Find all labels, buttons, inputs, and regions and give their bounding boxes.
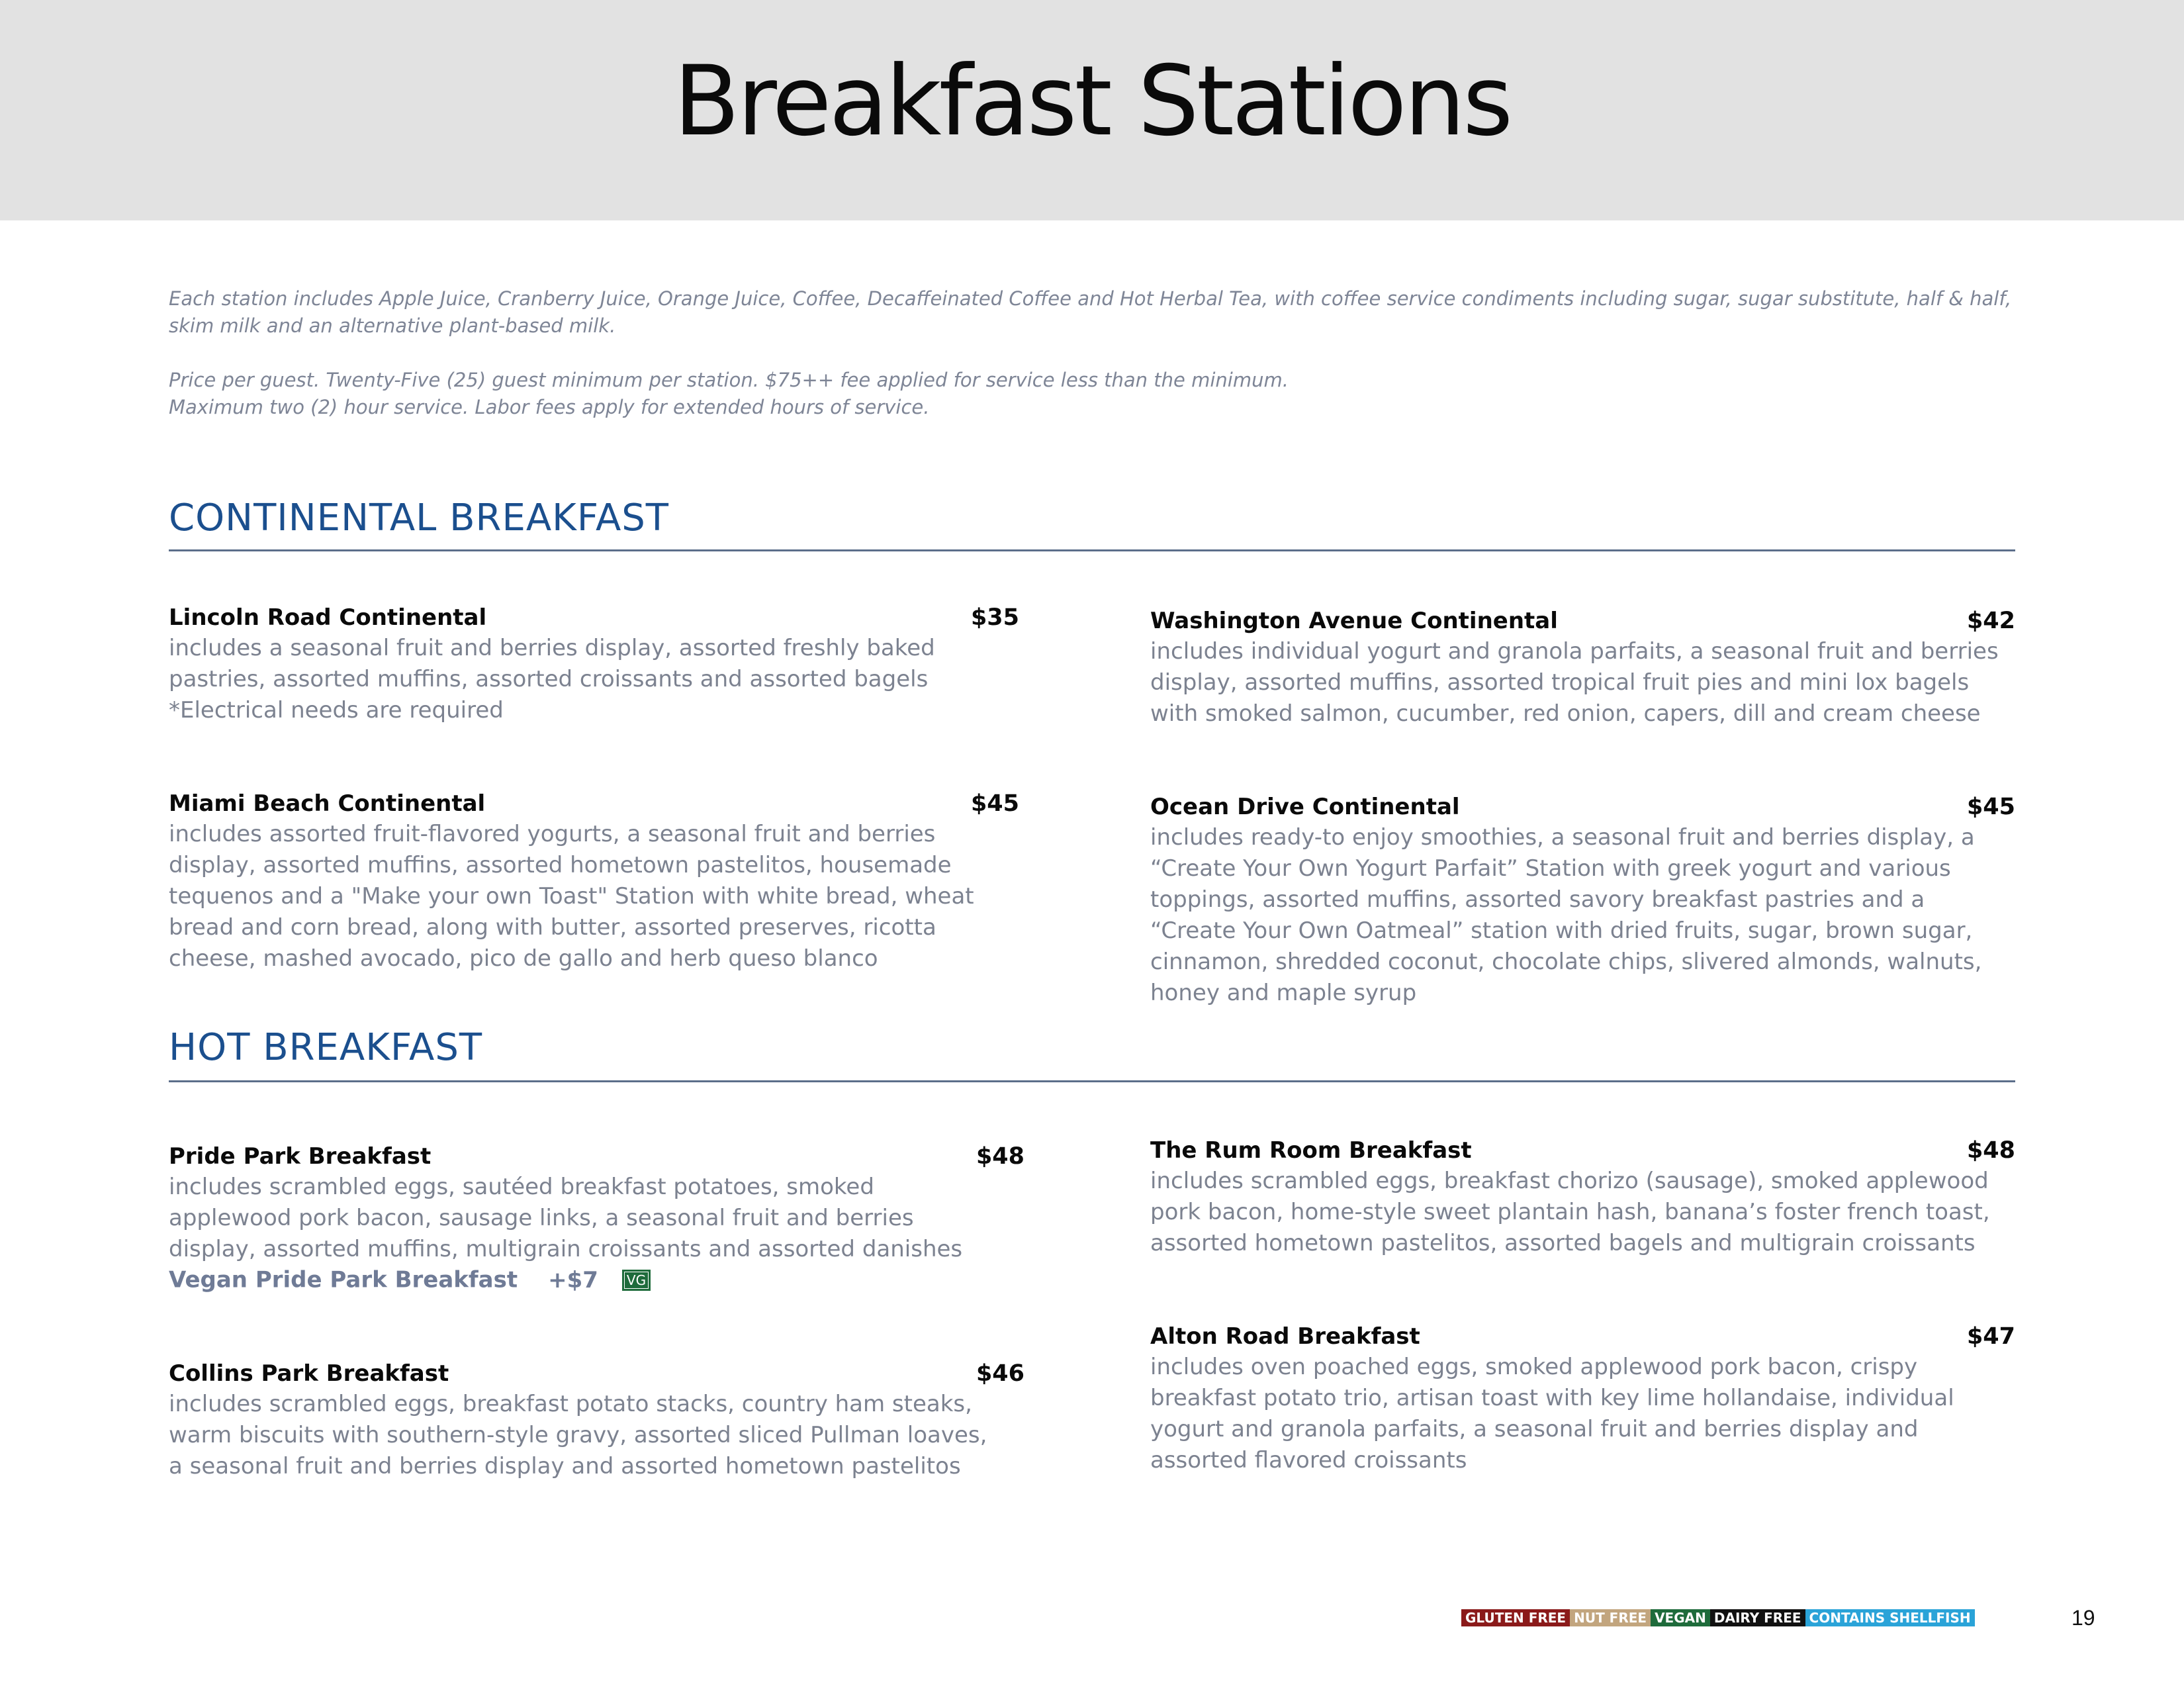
description-line: pork bacon, home-style sweet plantain hash, banana’s foster french toast,: [1150, 1199, 1990, 1225]
item-price: $48: [1966, 1137, 2015, 1164]
description-line: *Electrical needs are required: [169, 697, 504, 724]
item-name: The Rum Room Breakfast: [1150, 1137, 1472, 1164]
vegan-upgrade-option: [169, 1264, 651, 1293]
item-price: $45: [1966, 794, 2015, 820]
item-name: Collins Park Breakfast: [169, 1360, 449, 1387]
intro-line: Maximum two (2) hour service. Labor fees apply for extended hours of service.: [169, 396, 930, 418]
vegan-badge: VG: [622, 1270, 651, 1291]
page-title: Breakfast Stations: [673, 45, 1511, 158]
item-description: [1150, 822, 1981, 1009]
item-description: [169, 1389, 987, 1482]
description-line: tequenos and a "Make your own Toast" Station with white bread, wheat: [169, 883, 974, 910]
item-price: $46: [976, 1360, 1024, 1387]
description-line: includes oven poached eggs, smoked applewood pork bacon, crispy: [1150, 1354, 1918, 1380]
description-line: includes ready-to enjoy smoothies, a seasonal fruit and berries display, a: [1150, 824, 1975, 851]
intro-line: Each station includes Apple Juice, Cranberry Juice, Orange Juice, Coffee, Decaffeinated Coffee and Hot Herbal Tea, with coffee service condiments including sugar, sugar substitute, half & half,: [169, 287, 2012, 310]
intro-line: Price per guest. Twenty-Five (25) guest minimum per station. $75++ fee applied for service less than the minimum.: [169, 369, 1289, 391]
item-description: [1150, 1166, 1990, 1259]
description-line: includes individual yogurt and granola parfaits, a seasonal fruit and berries: [1150, 638, 1999, 665]
item-name: Ocean Drive Continental: [1150, 794, 1460, 820]
page-number: 19: [2071, 1606, 2095, 1630]
description-line: cinnamon, shredded coconut, chocolate chips, slivered almonds, walnuts,: [1150, 949, 1982, 975]
description-line: display, assorted muffins, multigrain croissants and assorted danishes: [169, 1236, 963, 1262]
section-divider: [169, 549, 2015, 551]
description-line: assorted flavored croissants: [1150, 1447, 1467, 1474]
legend-dairy-free: DAIRY FREE: [1710, 1609, 1805, 1626]
legend-vegan: VEGAN: [1651, 1609, 1710, 1626]
item-price: $48: [976, 1143, 1024, 1170]
description-line: a seasonal fruit and berries display and assorted hometown pastelitos: [169, 1453, 961, 1479]
description-line: applewood pork bacon, sausage links, a seasonal fruit and berries: [169, 1205, 914, 1231]
item-description: [1150, 636, 1999, 729]
description-line: “Create Your Own Yogurt Parfait” Station with greek yogurt and various: [1150, 855, 1951, 882]
item-name: Alton Road Breakfast: [1150, 1323, 1420, 1350]
description-line: “Create Your Own Oatmeal” station with dried fruits, sugar, brown sugar,: [1150, 917, 1973, 944]
vegan-upgrade-price: +$7: [548, 1266, 598, 1293]
description-line: toppings, assorted muffins, assorted savory breakfast pastries and a: [1150, 886, 1925, 913]
section-heading-hot: HOT BREAKFAST: [169, 1026, 483, 1069]
item-price: $42: [1966, 608, 2015, 634]
description-line: assorted hometown pastelitos, assorted bagels and multigrain croissants: [1150, 1230, 1976, 1256]
description-line: pastries, assorted muffins, assorted croissants and assorted bagels: [169, 666, 929, 692]
section-heading-continental: CONTINENTAL BREAKFAST: [169, 496, 669, 539]
vegan-upgrade-label: Vegan Pride Park Breakfast: [169, 1266, 518, 1293]
item-description: [169, 1172, 962, 1265]
description-line: includes scrambled eggs, breakfast chorizo (sausage), smoked applewood: [1150, 1168, 1989, 1194]
description-line: includes scrambled eggs, breakfast potato stacks, country ham steaks,: [169, 1391, 972, 1417]
item-name: Lincoln Road Continental: [169, 604, 487, 631]
description-line: honey and maple syrup: [1150, 980, 1417, 1006]
item-description: [1150, 1352, 1954, 1476]
description-line: includes scrambled eggs, sautéed breakfast potatoes, smoked: [169, 1174, 874, 1200]
description-line: breakfast potato trio, artisan toast with key lime hollandaise, individual: [1150, 1385, 1954, 1411]
legend-contains-shellfish: CONTAINS SHELLFISH: [1805, 1609, 1975, 1626]
description-line: warm biscuits with southern-style gravy, assorted sliced Pullman loaves,: [169, 1422, 987, 1448]
description-line: with smoked salmon, cucumber, red onion, capers, dill and cream cheese: [1150, 700, 1981, 727]
item-name: Washington Avenue Continental: [1150, 608, 1558, 634]
description-line: display, assorted muffins, assorted tropical fruit pies and mini lox bagels: [1150, 669, 1970, 696]
description-line: bread and corn bread, along with butter, assorted preserves, ricotta: [169, 914, 936, 941]
legend-nut-free: NUT FREE: [1570, 1609, 1651, 1626]
description-line: cheese, mashed avocado, pico de gallo and herb queso blanco: [169, 945, 878, 972]
header-band: [0, 0, 2184, 220]
intro-line: skim milk and an alternative plant-based milk.: [169, 314, 616, 337]
description-line: includes a seasonal fruit and berries display, assorted freshly baked: [169, 635, 935, 661]
item-description: [169, 633, 935, 726]
description-line: yogurt and granola parfaits, a seasonal fruit and berries display and: [1150, 1416, 1919, 1442]
item-description: [169, 819, 974, 974]
legend-gluten-free: GLUTEN FREE: [1461, 1609, 1570, 1626]
description-line: includes assorted fruit-flavored yogurts, a seasonal fruit and berries: [169, 821, 936, 847]
section-divider: [169, 1080, 2015, 1082]
dietary-legend: [1461, 1609, 1975, 1626]
description-line: display, assorted muffins, assorted hometown pastelitos, housemade: [169, 852, 952, 878]
item-price: $45: [970, 790, 1019, 817]
item-price: $35: [970, 604, 1019, 631]
item-name: Miami Beach Continental: [169, 790, 486, 817]
item-name: Pride Park Breakfast: [169, 1143, 432, 1170]
item-price: $47: [1966, 1323, 2015, 1350]
